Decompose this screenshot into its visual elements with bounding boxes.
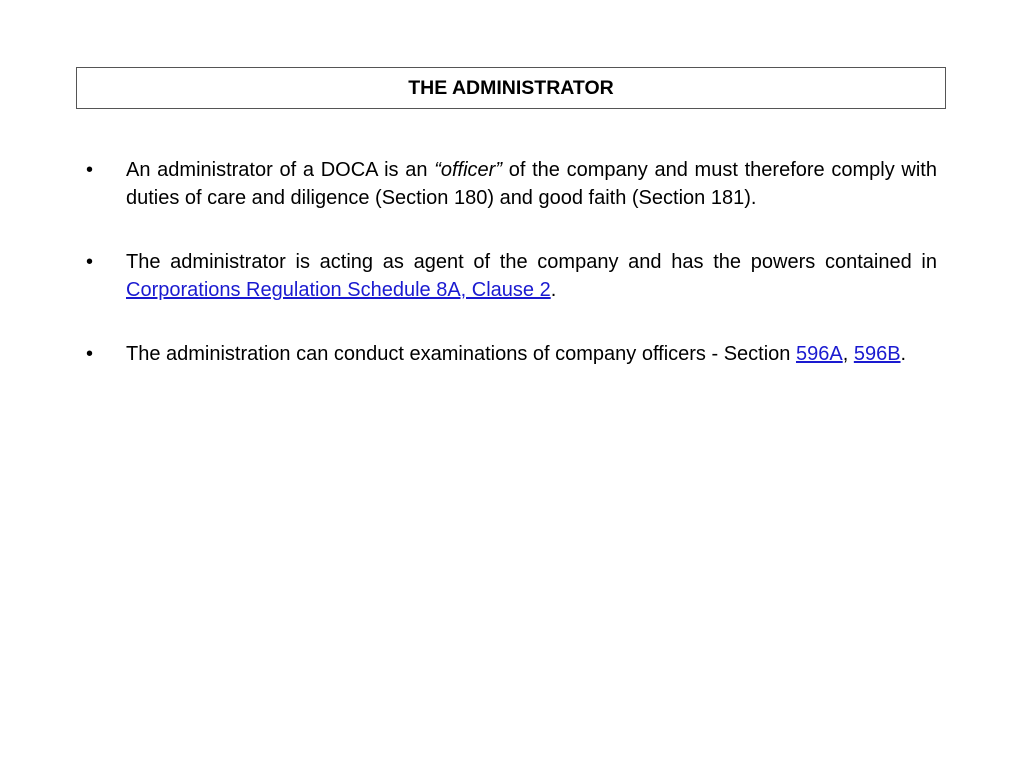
- bullet-text: .: [550, 279, 557, 301]
- section-596b-link[interactable]: 596B: [853, 343, 901, 365]
- bullet-text: The administrator is acting as agent of the company and has the powers contained in: [126, 251, 937, 273]
- slide-title: THE ADMINISTRATOR: [408, 76, 614, 99]
- bullet-marker: •: [86, 159, 94, 181]
- officer-emphasis: “officer”: [434, 159, 502, 181]
- bullet-item-examinations: [84, 340, 937, 368]
- bullet-marker: •: [86, 251, 94, 273]
- bullet-marker: •: [86, 343, 94, 365]
- bullet-item-agent: [84, 248, 937, 304]
- bullet-list: [84, 156, 937, 368]
- bullet-item-officer: [84, 156, 937, 212]
- bullet-text: An administrator of a DOCA is an: [126, 159, 435, 181]
- bullet-text: The administration can conduct examinations of company officers - Section: [126, 343, 796, 365]
- section-596a-link[interactable]: 596A: [795, 343, 843, 365]
- bullet-text: of the company and must therefore comply with duties of care and diligence (Section 180) and good faith (Section 181).: [126, 159, 937, 209]
- schedule-8a-link[interactable]: Corporations Regulation Schedule 8A, Clause 2: [126, 279, 551, 301]
- title-box: [76, 67, 946, 109]
- bullet-text: .: [900, 343, 907, 365]
- link-separator: ,: [842, 343, 854, 365]
